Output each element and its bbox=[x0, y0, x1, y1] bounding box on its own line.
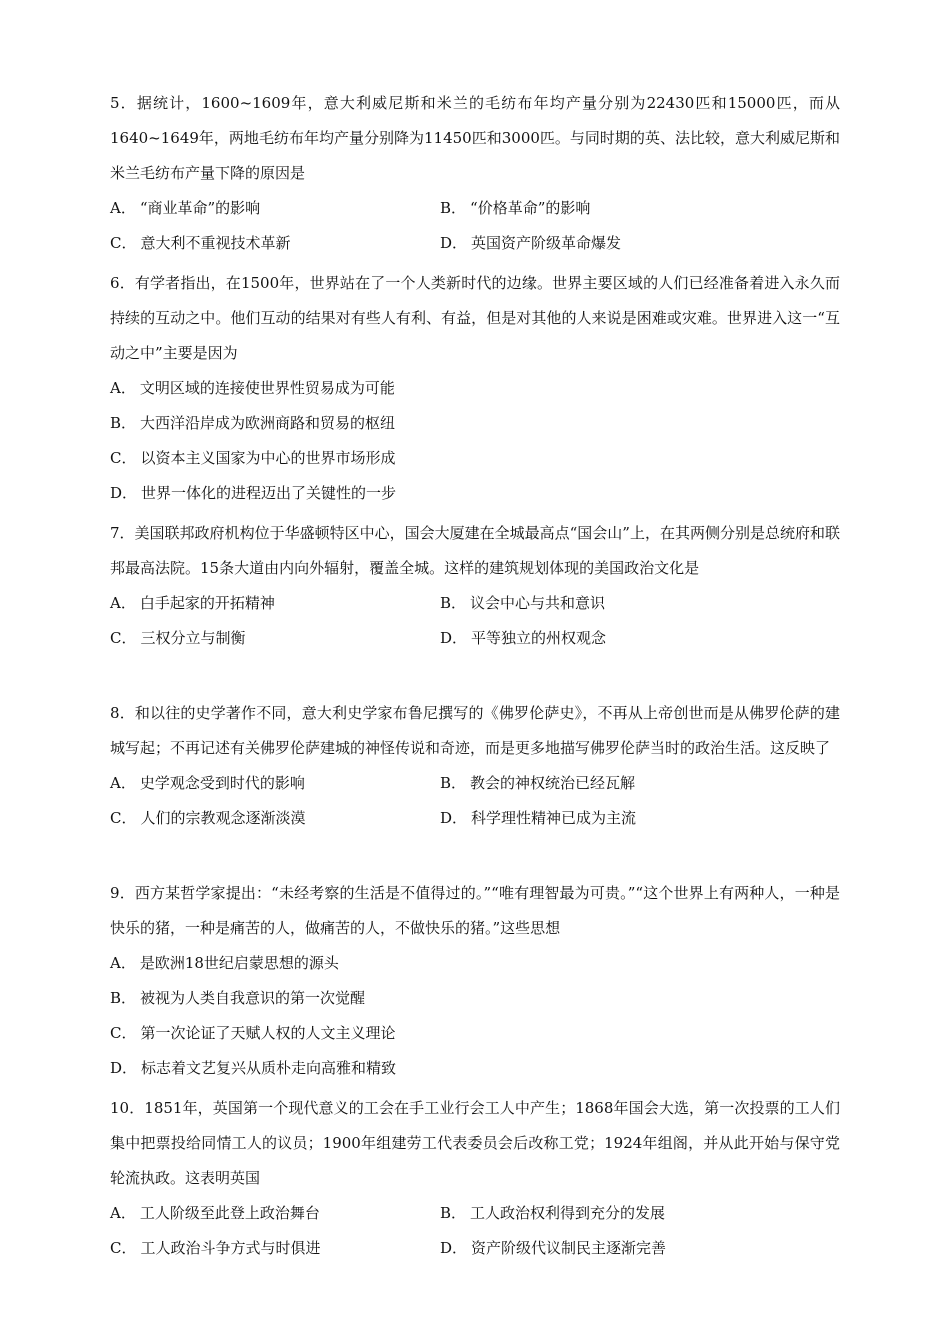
option-b[interactable]: B． 议会中心与共和意识 bbox=[440, 594, 606, 612]
options bbox=[110, 191, 840, 261]
option-b[interactable]: B． 教会的神权统治已经瓦解 bbox=[440, 774, 636, 792]
option-b[interactable]: B． 被视为人类自我意识的第一次觉醒 bbox=[110, 989, 366, 1007]
question-10 bbox=[110, 1091, 840, 1266]
option-d[interactable]: D． 平等独立的州权观念 bbox=[440, 629, 607, 647]
options bbox=[110, 371, 840, 511]
option-d[interactable]: D． 标志着文艺复兴从质朴走向高雅和精致 bbox=[110, 1059, 397, 1077]
question-7 bbox=[110, 516, 840, 656]
question-6 bbox=[110, 266, 840, 511]
options bbox=[110, 946, 840, 1086]
option-b[interactable]: B． 工人政治权利得到充分的发展 bbox=[440, 1204, 666, 1222]
question-stem: 6．有学者指出，在1500年，世界站在了一个人类新时代的边缘。世界主要区域的人们已经准备着进入永久而持续的互动之中。他们互动的结果对有些人有利、有益，但是对其他的人来说是困难或灾难。世界进入这一“互动之中”主要是因为 bbox=[110, 274, 840, 362]
option-a[interactable]: A． 是欧洲18世纪启蒙思想的源头 bbox=[110, 954, 339, 972]
options bbox=[110, 586, 840, 656]
options bbox=[110, 1196, 840, 1266]
option-d[interactable]: D． 资产阶级代议制民主逐渐完善 bbox=[440, 1239, 667, 1257]
question-stem: 10．1851年，英国第一个现代意义的工会在手工业行会工人中产生；1868年国会大选，第一次投票的工人们集中把票投给同情工人的议员；1900年组建劳工代表委员会后改称工党；1924年组阁，并从此开始与保守党轮流执政。这表明英国 bbox=[110, 1099, 840, 1187]
option-d[interactable]: D． 英国资产阶级革命爆发 bbox=[440, 234, 622, 252]
question-stem: 5．据统计，1600~1609年，意大利威尼斯和米兰的毛纺布年均产量分别为22430匹和15000匹，而从1640~1649年，两地毛纺布年均产量分别降为11450匹和3000匹。与同时期的英、法比较，意大利威尼斯和米兰毛纺布产量下降的原因是 bbox=[110, 94, 840, 182]
option-d[interactable]: D． 科学理性精神已成为主流 bbox=[440, 809, 637, 827]
option-a[interactable]: A． 文明区域的连接使世界性贸易成为可能 bbox=[110, 379, 395, 397]
options bbox=[110, 766, 840, 836]
option-b[interactable]: B． “价格革命”的影响 bbox=[440, 199, 591, 217]
option-a[interactable]: A． 工人阶级至此登上政治舞台 bbox=[110, 1204, 320, 1222]
question-9 bbox=[110, 876, 840, 1086]
question-5 bbox=[110, 86, 840, 261]
question-8 bbox=[110, 696, 840, 836]
option-c[interactable]: C． 意大利不重视技术革新 bbox=[110, 234, 291, 252]
question-stem: 7．美国联邦政府机构位于华盛顿特区中心，国会大厦建在全城最高点“国会山”上，在其两侧分别是总统府和联邦最高法院。15条大道由内向外辐射，覆盖全城。这样的建筑规划体现的美国政治文化是 bbox=[110, 524, 840, 577]
option-c[interactable]: C． 第一次论证了天赋人权的人文主义理论 bbox=[110, 1024, 396, 1042]
option-a[interactable]: A． “商业革命”的影响 bbox=[110, 199, 261, 217]
option-c[interactable]: C． 工人政治斗争方式与时俱进 bbox=[110, 1239, 321, 1257]
option-c[interactable]: C． 三权分立与制衡 bbox=[110, 629, 246, 647]
option-a[interactable]: A． 史学观念受到时代的影响 bbox=[110, 774, 305, 792]
option-b[interactable]: B． 大西洋沿岸成为欧洲商路和贸易的枢纽 bbox=[110, 414, 396, 432]
question-stem: 8．和以往的史学著作不同，意大利史学家布鲁尼撰写的《佛罗伦萨史》，不再从上帝创世而是从佛罗伦萨的建城写起；不再记述有关佛罗伦萨建城的神怪传说和奇迹，而是更多地描写佛罗伦萨当时的政治生活。这反映了 bbox=[110, 704, 840, 757]
question-stem: 9．西方某哲学家提出：“未经考察的生活是不值得过的。”“唯有理智最为可贵。”“这个世界上有两种人，一种是快乐的猪，一种是痛苦的人，做痛苦的人，不做快乐的猪。”这些思想 bbox=[110, 884, 840, 937]
option-c[interactable]: C． 以资本主义国家为中心的世界市场形成 bbox=[110, 449, 396, 467]
option-a[interactable]: A． 白手起家的开拓精神 bbox=[110, 594, 275, 612]
option-c[interactable]: C． 人们的宗教观念逐渐淡漠 bbox=[110, 809, 306, 827]
option-d[interactable]: D． 世界一体化的进程迈出了关键性的一步 bbox=[110, 484, 397, 502]
